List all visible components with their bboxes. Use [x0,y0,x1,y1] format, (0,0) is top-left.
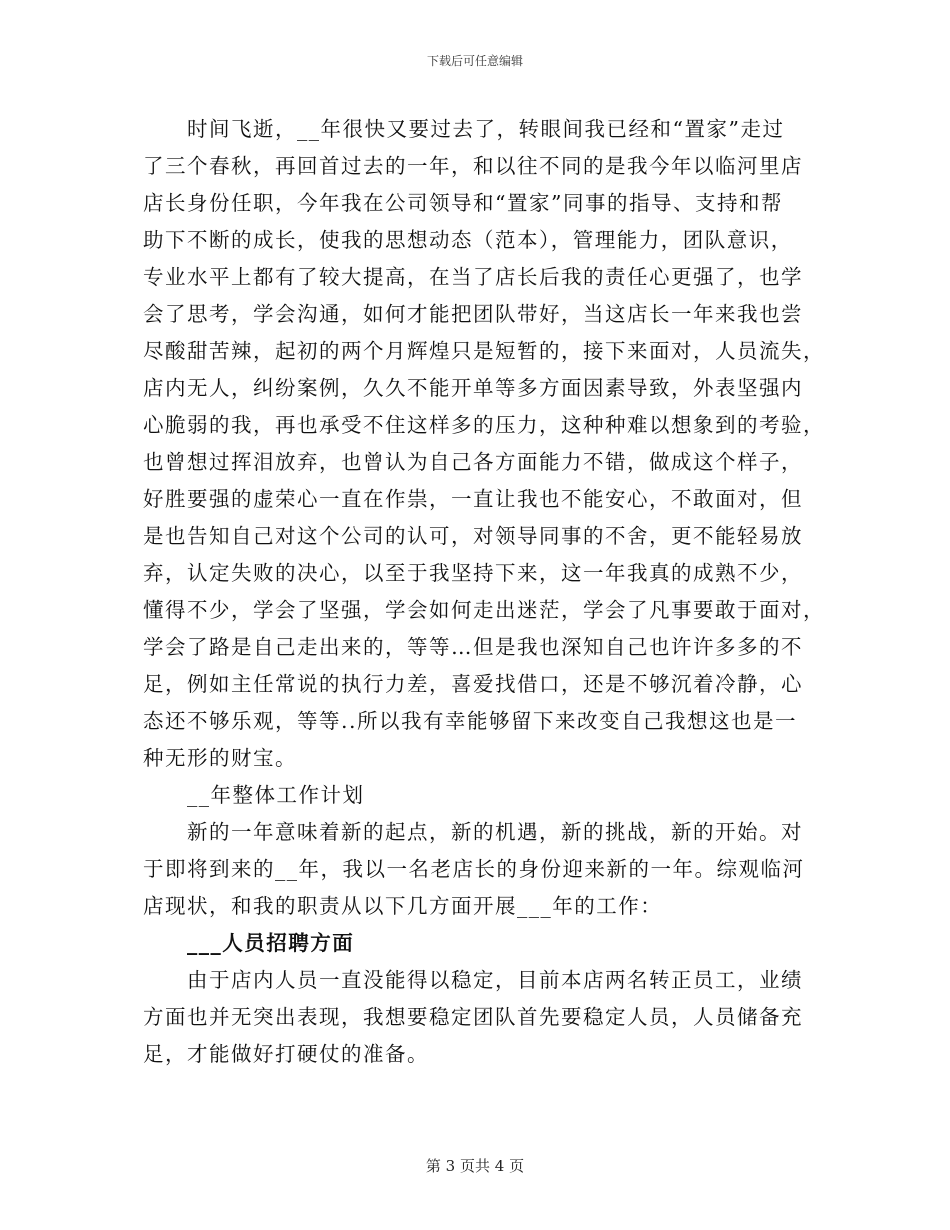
paragraph-line: 新的一年意味着新的起点，新的机遇，新的挑战，新的开始。对 [187,820,803,844]
paragraph-line: 心脆弱的我，再也承受不住这样多的压力，这种种难以想象到的考验， [143,413,825,437]
paragraph-line: 专业水平上都有了较大提高，在当了店长后我的责任心更强了，也学 [143,265,803,289]
paragraph-line: 时间飞逝，__年很快又要过去了，转眼间我已经和“置家”走过 [187,117,785,141]
paragraph-line: 足，才能做好打硬仗的准备。 [143,1042,429,1066]
paragraph-line: 好胜要强的虚荣心一直在作祟，一直让我也不能安心，不敢面对，但 [143,487,803,511]
paragraph-line: 由于店内人员一直没能得以稳定，目前本店两名转正员工，业绩 [187,968,803,992]
page-footer: 第 3 页共 4 页 [425,1157,525,1175]
paragraph-line: 也曾想过挥泪放弃，也曾认为自己各方面能力不错，做成这个样子， [143,450,803,474]
subheading: ___人员招聘方面 [187,931,355,955]
section-title: __年整体工作计划 [187,783,365,807]
paragraph-line: 弃，认定失败的决心，以至于我坚持下来，这一年我真的成熟不少， [143,561,803,585]
paragraph-line: 店内无人，纠纷案例，久久不能开单等多方面因素导致，外表坚强内 [143,376,803,400]
paragraph-line: 尽酸甜苦辣，起初的两个月辉煌只是短暂的，接下来面对，人员流失， [143,339,825,363]
paragraph-line: 店长身份任职，今年我在公司领导和“置家”同事的指导、支持和帮 [143,191,783,215]
paragraph-line: 态还不够乐观，等等..所以我有幸能够留下来改变自己我想这也是一 [143,709,798,733]
paragraph-line: 会了思考，学会沟通，如何才能把团队带好，当这店长一年来我也尝 [143,302,803,326]
paragraph-line: 店现状，和我的职责从以下几方面开展___年的工作： [143,894,663,918]
paragraph-line: 学会了路是自己走出来的，等等…但是我也深知自己也许许多多的不 [143,635,803,659]
paragraph-line: 种无形的财宝。 [143,746,297,770]
paragraph-line: 助下不断的成长，使我的思想动态（范本），管理能力，团队意识， [143,228,793,252]
paragraph-line: 是也告知自己对这个公司的认可，对领导同事的不舍，更不能轻易放 [143,524,803,548]
paragraph-line: 懂得不少，学会了坚强，学会如何走出迷茫，学会了凡事要敢于面对， [143,598,825,622]
page-header: 下载后可任意编辑 [426,54,523,68]
document-body [143,111,825,1073]
paragraph-line: 了三个春秋，再回首过去的一年，和以往不同的是我今年以临河里店 [143,154,803,178]
paragraph-line: 方面也并无突出表现，我想要稳定团队首先要稳定人员，人员储备充 [143,1005,803,1029]
paragraph-line: 足，例如主任常说的执行力差，喜爱找借口，还是不够沉着冷静，心 [143,672,803,696]
paragraph-line: 于即将到来的__年，我以一名老店长的身份迎来新的一年。综观临河 [143,857,805,881]
